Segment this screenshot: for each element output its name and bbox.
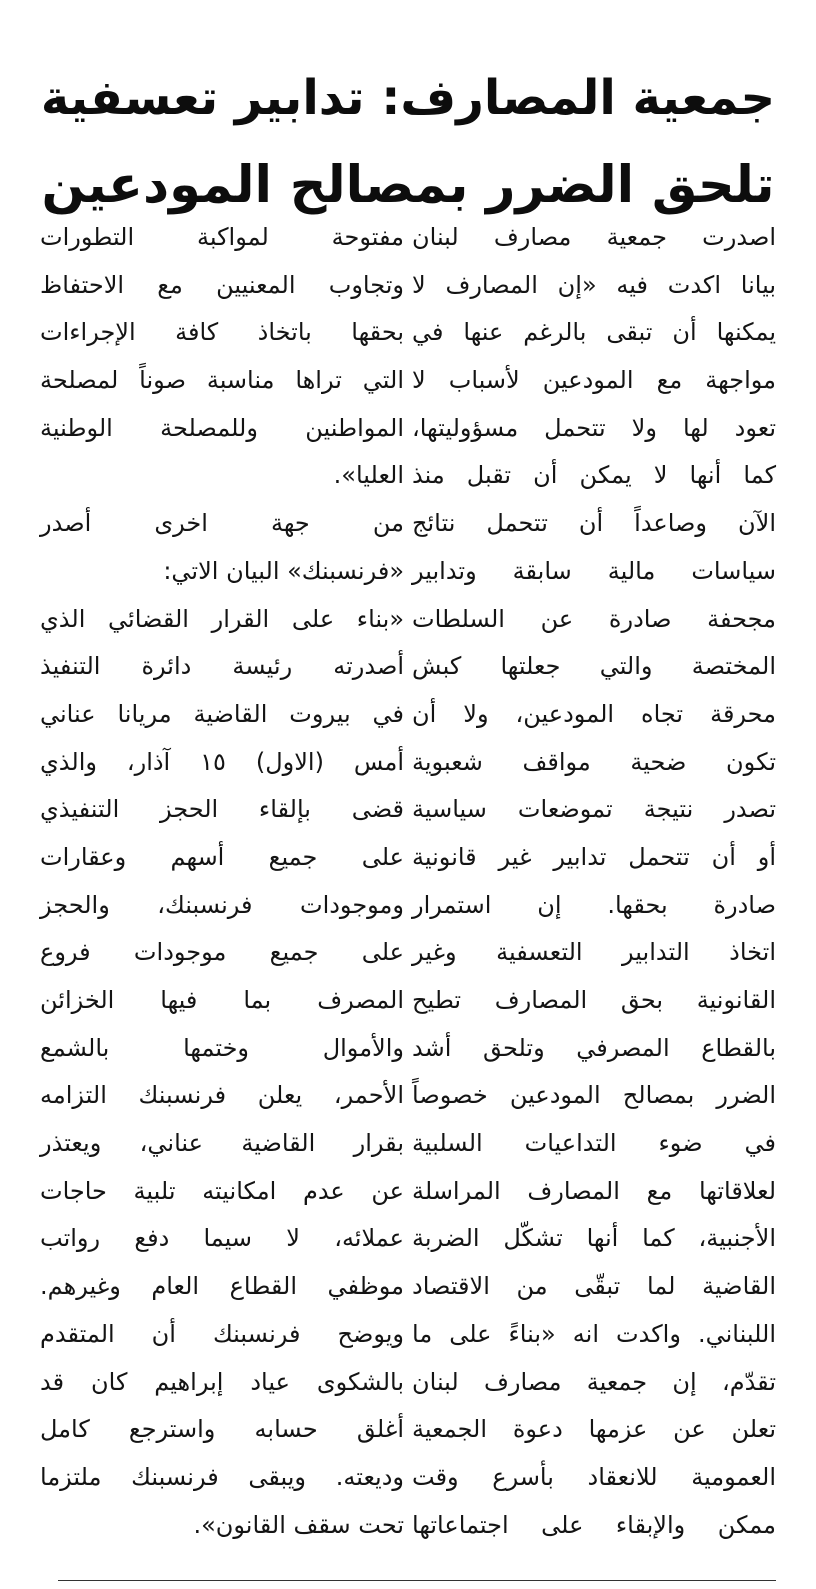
text-line: على جميع أسهم وعقارات — [40, 842, 404, 871]
text-line: تكون ضحية مواقف شعبوية — [412, 747, 776, 776]
text-line: بالقطاع المصرفي وتلحق أشد — [412, 1033, 776, 1062]
text-line: اصدرت جمعية مصارف لبنان — [412, 223, 776, 251]
text-line: تحت سقف القانون». — [193, 1510, 404, 1539]
text-line: ممكن والإبقاء على اجتماعاتها — [412, 1510, 776, 1539]
text-line: المختصة والتي جعلتها كبش — [412, 652, 776, 681]
text-line: مجحفة صادرة عن السلطات — [412, 604, 776, 633]
text-line: أغلق حسابه واسترجع كامل — [40, 1415, 404, 1444]
text-line: تقدّم، إن جمعية مصارف لبنان — [412, 1367, 776, 1396]
text-line: المواطنين وللمصلحة الوطنية — [40, 413, 404, 442]
text-line: اللبناني. واكدت انه «بناءً على ما — [412, 1319, 776, 1348]
text-line: من جهة اخرى أصدر — [40, 509, 404, 538]
text-line: والأموال وختمها بالشمع — [40, 1033, 404, 1062]
text-line: مواجهة مع المودعين لأسباب لا — [412, 366, 776, 395]
text-line: صادرة بحقها. إن استمرار — [412, 890, 776, 919]
text-line: وموجودات فرنسبنك، والحجز — [40, 890, 404, 919]
text-line: الأجنبية، كما أنها تشكّل الضربة — [412, 1224, 776, 1253]
text-line: أصدرته رئيسة دائرة التنفيذ — [40, 652, 404, 681]
text-column-left — [40, 214, 404, 1549]
article-headline — [40, 54, 776, 230]
headline-line-2: تلحق الضرر بمصالح المودعين — [41, 155, 775, 215]
text-line: العليا». — [333, 461, 404, 490]
text-line: يمكنها أن تبقى بالرغم عنها في — [412, 318, 776, 347]
text-line: القاضية لما تبقّى من الاقتصاد — [412, 1272, 776, 1301]
text-line: المصرف بما فيها الخزائن — [40, 986, 404, 1014]
text-line: بقرار القاضية عناني، ويعتذر — [40, 1129, 404, 1158]
text-line: بحقها باتخاذ كافة الإجراءات — [40, 318, 404, 347]
text-line: أو أن تتحمل تدابير غير قانونية — [412, 842, 776, 871]
text-line: سياسات مالية سابقة وتدابير — [412, 556, 776, 585]
text-line: الآن وصاعداً أن تتحمل نتائج — [412, 509, 776, 538]
text-column-right — [412, 214, 776, 1549]
text-line: اتخاذ التدابير التعسفية وغير — [412, 938, 776, 967]
text-line: تصدر نتيجة تموضعات سياسية — [412, 795, 776, 824]
text-line: في ضوء التداعيات السلبية — [412, 1129, 776, 1158]
text-line: ويوضح فرنسبنك أن المتقدم — [40, 1319, 404, 1348]
text-line: وديعته. ويبقى فرنسبنك ملتزما — [40, 1462, 404, 1491]
text-line: الضرر بمصالح المودعين خصوصاً — [412, 1081, 776, 1110]
text-line: كما أنها لا يمكن أن تقبل منذ — [412, 461, 776, 490]
text-line: بالشكوى عياد إبراهيم كان قد — [40, 1367, 404, 1396]
text-line: موظفي القطاع العام وغيرهم. — [40, 1272, 404, 1301]
text-line: وتجاوب المعنيين مع الاحتفاظ — [40, 270, 404, 299]
text-line: الأحمر، يعلن فرنسبنك التزامه — [40, 1081, 404, 1110]
text-line: لعلاقاتها مع المصارف المراسلة — [412, 1176, 776, 1205]
text-line: على جميع موجودات فروع — [40, 938, 404, 967]
text-line: عن عدم امكانيته تلبية حاجات — [40, 1176, 404, 1205]
text-line: عملائه، لا سيما دفع رواتب — [40, 1224, 404, 1253]
text-line: «بناء على القرار القضائي الذي — [40, 604, 404, 633]
text-line: قضى بإلقاء الحجز التنفيذي — [40, 795, 404, 824]
text-line: في بيروت القاضية مريانا عناني — [40, 699, 404, 728]
text-line: التي تراها مناسبة صوناً لمصلحة — [40, 366, 404, 395]
bottom-divider — [58, 1580, 776, 1581]
text-line: القانونية بحق المصارف تطيح — [412, 986, 776, 1014]
text-line: تعود لها ولا تتحمل مسؤوليتها، — [412, 413, 776, 442]
text-line: مفتوحة لمواكبة التطورات — [40, 223, 404, 251]
text-line: «فرنسبنك» البيان الاتي: — [163, 556, 404, 585]
text-line: تعلن عن عزمها دعوة الجمعية — [412, 1415, 776, 1444]
text-line: العمومية للانعقاد بأسرع وقت — [412, 1462, 776, 1491]
headline-line-1: جمعية المصارف: تدابير تعسفية — [40, 69, 776, 126]
text-line: محرقة تجاه المودعين، ولا أن — [412, 699, 776, 728]
text-line: بيانا اكدت فيه «إن المصارف لا — [412, 270, 776, 299]
text-line: أمس (الاول) ١٥ آذار، والذي — [40, 747, 404, 776]
